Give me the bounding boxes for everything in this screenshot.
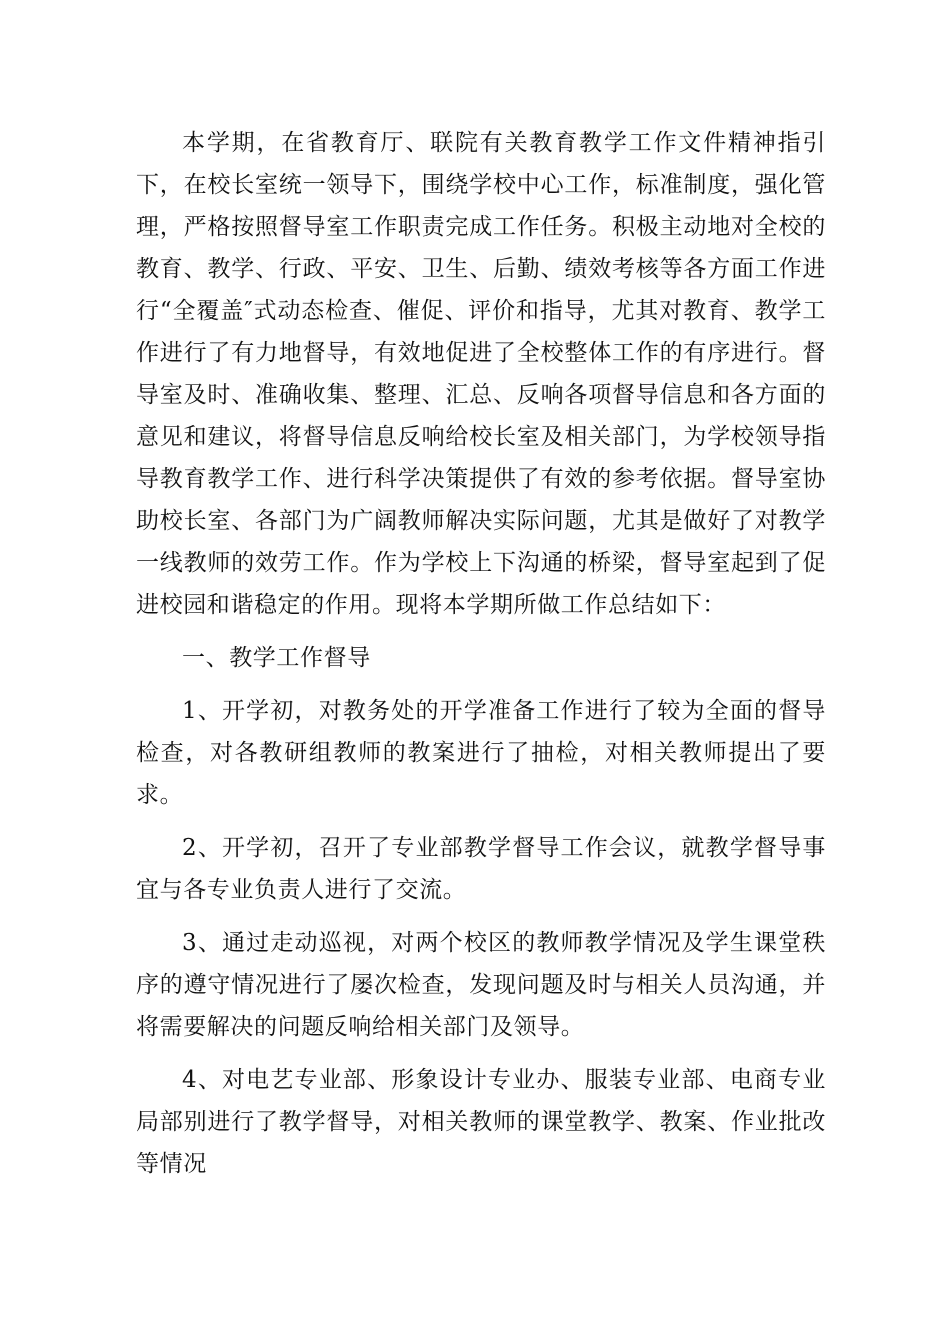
intro-paragraph: 本学期，在省教育厅、联院有关教育教学工作文件精神指引下，在校长室统一领导下，围绕学校中心工作，标准制度，强化管理，严格按照督导室工作职责完成工作任务。积极主动地对全校的教育、教学、行政、平安、卫生、后勤、绩效考核等各方面工作进行“全覆盖″式动态检查、催促、评价和指导，尤其对教育、教学工作进行了有力地督导，有效地促进了全校整体工作的有序进行。督导室及时、准确收集、整理、汇总、反响各项督导信息和各方面的意见和建议，将督导信息反响给校长室及相关部门，为学校领导指导教育教学工作、进行科学决策提供了有效的参考依据。督导室协助校长室、各部门为广阔教师解决实际问题，尤其是做好了对教学一线教师的效劳工作。作为学校上下沟通的桥梁，督导室起到了促进校园和谐稳定的作用。现将本学期所做工作总结如下：: [136, 130, 826, 618]
section-heading-teaching-supervision: 一、教学工作督导: [182, 645, 371, 671]
list-item-1: 1、开学初，对教务处的开学准备工作进行了较为全面的督导检查，对各教研组教师的教案进行了抽检，对相关教师提出了要求。: [136, 698, 826, 808]
list-item-2: 2、开学初，召开了专业部教学督导工作会议，就教学督导事宜与各专业负责人进行了交流。: [136, 835, 826, 903]
list-item-3: 3、通过走动巡视，对两个校区的教师教学情况及学生课堂秩序的遵守情况进行了屡次检查，发现问题及时与相关人员沟通，并将需要解决的问题反响给相关部门及领导。: [136, 930, 826, 1040]
document-body: [136, 122, 826, 1196]
list-item-4: 4、对电艺专业部、形象设计专业办、服装专业部、电商专业局部别进行了教学督导，对相关教师的课堂教学、教案、作业批改等情况: [136, 1067, 826, 1177]
